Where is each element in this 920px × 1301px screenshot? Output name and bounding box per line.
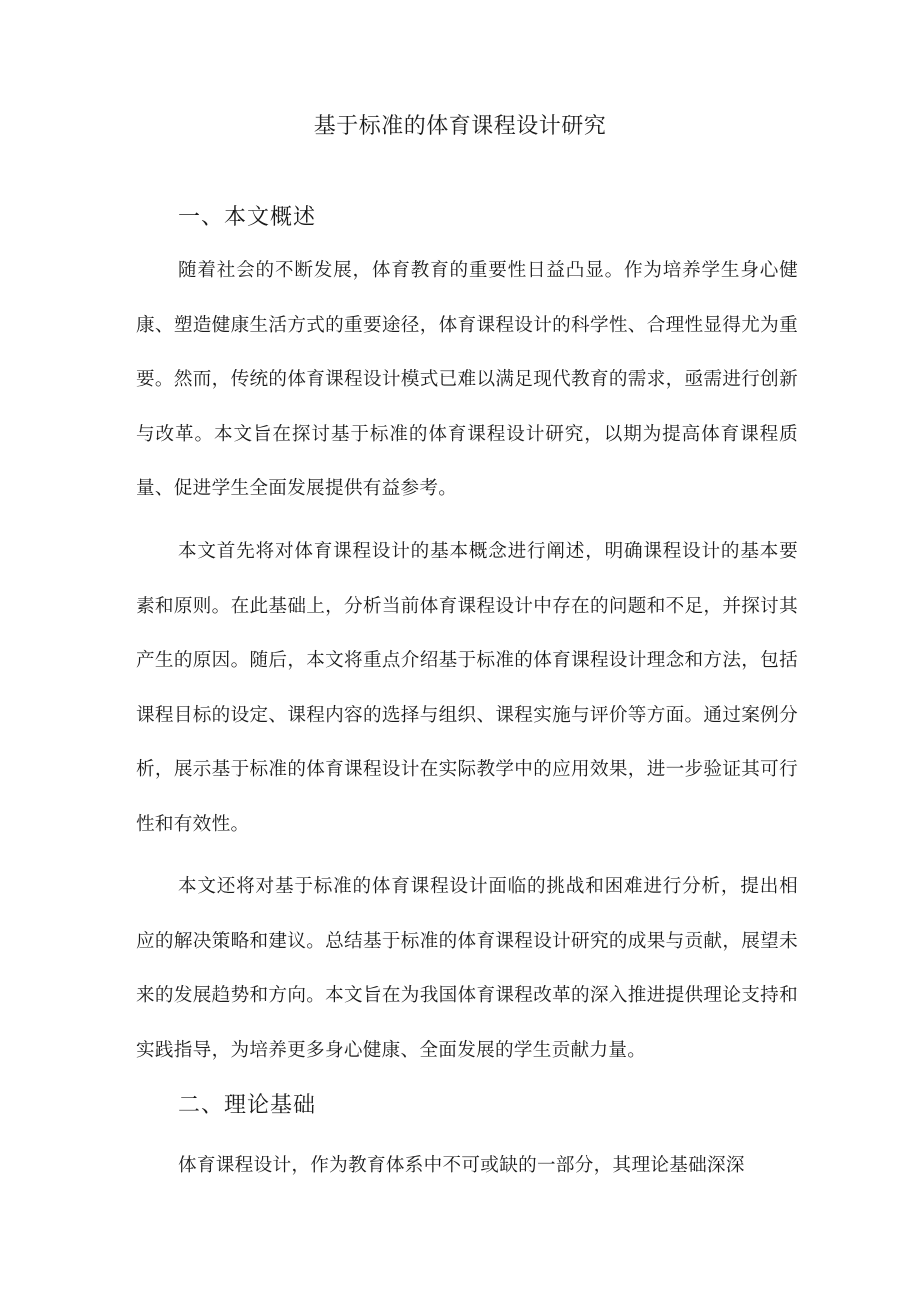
paragraph: 本文首先将对体育课程设计的基本概念进行阐述，明确课程设计的基本要素和原则。在此基础上，分析当前体育课程设计中存在的问题和不足，并探讨其产生的原因。随后，本文将重点介绍基于标准的体育课程设计理念和方法，包括课程目标的设定、课程内容的选择与组织、课程实施与评价等方面。通过案例分析，展示基于标准的体育课程设计在实际教学中的应用效果，进一步验证其可行性和有效性。 (136, 541, 798, 835)
paragraph: 体育课程设计，作为教育体系中不可或缺的一部分，其理论基础深深 (178, 1155, 745, 1176)
section-heading-theory: 二、理论基础 (178, 1093, 317, 1118)
paragraph: 随着社会的不断发展，体育教育的重要性日益凸显。作为培养学生身心健康、塑造健康生活方式的重要途径，体育课程设计的科学性、合理性显得尤为重要。然而，传统的体育课程设计模式已难以满足现代教育的需求，亟需进行创新与改革。本文旨在探讨基于标准的体育课程设计研究，以期为提高体育课程质量、促进学生全面发展提供有益参考。 (136, 260, 798, 499)
section-heading-overview: 一、本文概述 (178, 205, 317, 230)
document-title: 基于标准的体育课程设计研究 (313, 114, 607, 139)
paragraph: 本文还将对基于标准的体育课程设计面临的挑战和困难进行分析，提出相应的解决策略和建议。总结基于标准的体育课程设计研究的成果与贡献，展望未来的发展趋势和方向。本文旨在为我国体育课程改革的深入推进提供理论支持和实践指导，为培养更多身心健康、全面发展的学生贡献力量。 (136, 876, 798, 1061)
